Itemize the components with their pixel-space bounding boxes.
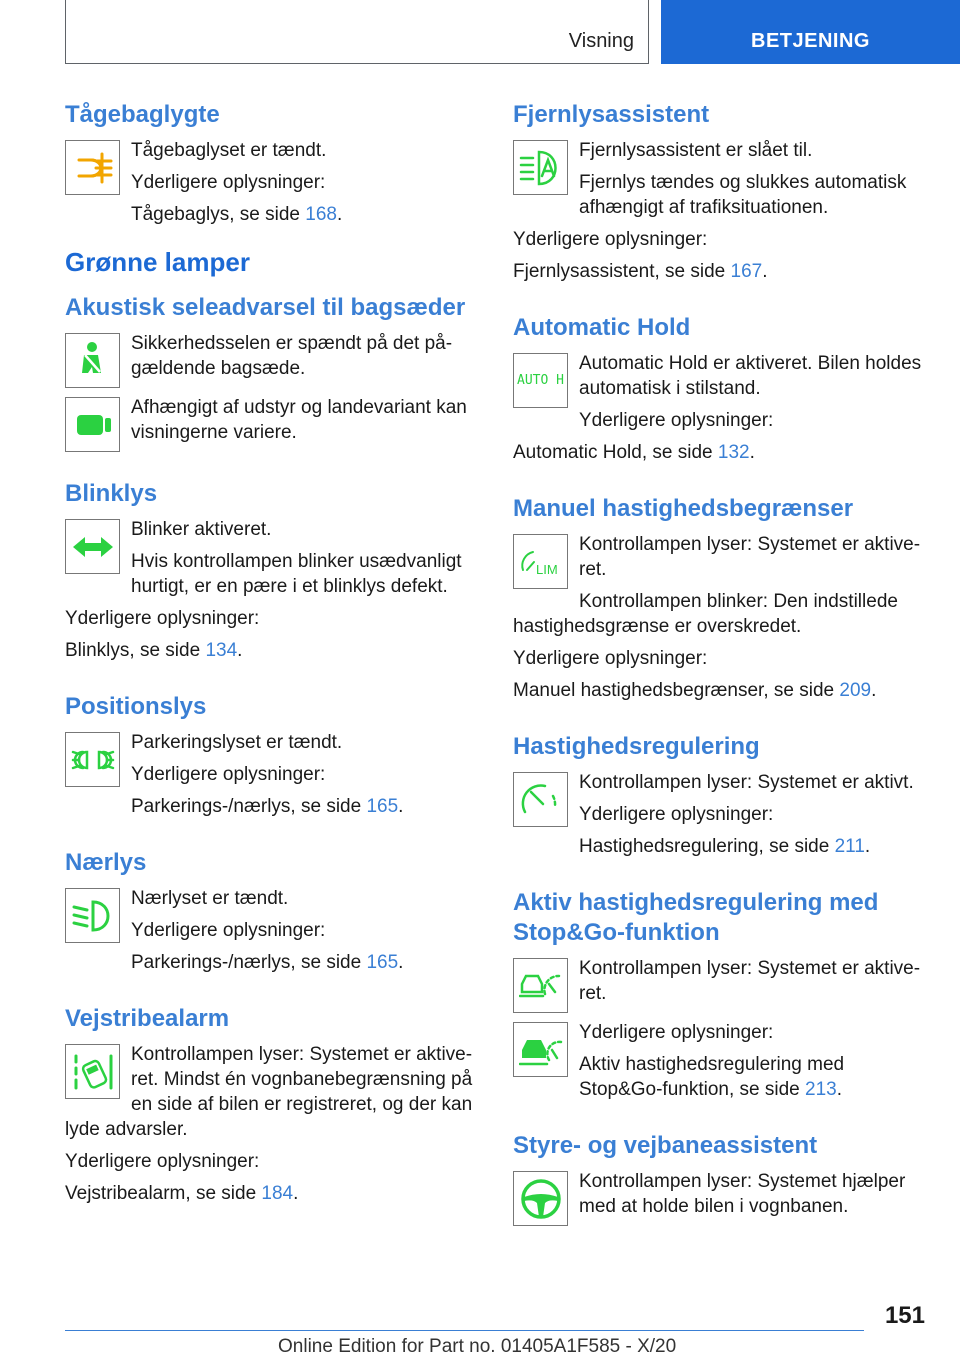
auto-hold-icon: [513, 353, 568, 408]
high-beam-assist-desc: Fjernlysassistent er slået til.: [579, 140, 813, 161]
blinker-ref: Blinklys, se side 134.: [65, 640, 243, 661]
acc-page-link[interactable]: 213: [805, 1079, 837, 1100]
cruise-control-entry: [513, 770, 928, 859]
acc-entry-2: [513, 1020, 928, 1102]
lane-warning-heading: Vejstribealarm: [65, 1005, 230, 1032]
lane-warning-page-link[interactable]: 184: [261, 1183, 294, 1204]
header-section-label: Visning: [568, 30, 634, 52]
footer-divider: [65, 1330, 864, 1331]
speed-limiter-heading: Manuel hastighedsbegrænser: [513, 495, 854, 522]
seat-indicator-icon: [65, 397, 120, 452]
acc-entry-1: [513, 956, 928, 1020]
low-beam-entry: [65, 886, 480, 975]
low-beam-ref: Parkerings-/nærlys, se side 165.: [131, 952, 404, 973]
position-light-more-label: Yderligere oplysninger:: [131, 764, 326, 785]
high-beam-assist-auto-desc: Fjernlys tændes og slukkes automatisk afhængigt af trafiksituationen.: [579, 172, 907, 218]
cruise-control-page-link[interactable]: 211: [834, 836, 865, 857]
speed-limiter-more-label: Yderligere oplysninger:: [513, 648, 708, 669]
high-beam-assist-entry: [513, 138, 928, 220]
auto-hold-icon-text: AUTO H: [517, 373, 564, 388]
position-light-ref: Parkerings-/nærlys, se side 165.: [131, 796, 404, 817]
fog-light-more-label: Yderligere oplysninger:: [131, 172, 326, 193]
acc-more-label: Yderligere oplysninger:: [579, 1022, 774, 1043]
fog-light-desc: Tågebaglyset er tændt.: [131, 140, 327, 161]
low-beam-more-label: Yderligere oplysninger:: [131, 920, 326, 941]
speed-limiter-blink-desc: Kontrollampen blinker: Den indstillede hastighedsgrænse er overskredet.: [513, 591, 898, 637]
high-beam-assistant-icon: [513, 140, 568, 195]
belt-desc: Sikkerhedsselen er spændt på det på-gældende bagsæde.: [131, 333, 453, 379]
cruise-control-icon: [513, 772, 568, 827]
fog-light-entry: [65, 138, 480, 227]
cruise-control-desc: Kontrollampen lyser: Systemet er aktivt.: [579, 772, 914, 793]
header-chapter-label: BETJENING: [751, 30, 870, 52]
acc-ref: Aktiv hastighedsregulering med Stop&Go-funktion, se side 213.: [579, 1054, 845, 1100]
speed-limiter-icon: [513, 534, 568, 589]
steering-assist-entry: [513, 1169, 928, 1225]
acc-desc: Kontrollampen lyser: Systemet er aktive-ret.: [579, 958, 921, 1004]
low-beam-page-link[interactable]: 165: [366, 952, 399, 973]
lane-warning-ref: Vejstribealarm, se side 184.: [65, 1183, 299, 1204]
belt-variant-note: Afhængigt af udstyr og landevariant kan visningerne variere.: [131, 397, 467, 443]
position-light-heading: Positionslys: [65, 693, 207, 720]
cruise-control-heading: Hastighedsregulering: [513, 733, 760, 760]
steering-assist-desc: Kontrollampen lyser: Systemet hjælper med at holde bilen i vognbanen.: [579, 1171, 906, 1217]
low-beam-desc: Nærlyset er tændt.: [131, 888, 289, 909]
left-column: [65, 100, 480, 1213]
blinker-page-link[interactable]: 134: [205, 640, 238, 661]
position-light-desc: Parkeringslyset er tændt.: [131, 732, 343, 753]
footer-edition: Online Edition for Part no. 01405A1F585 - X/20: [278, 1336, 677, 1357]
active-cruise-icon: [513, 958, 568, 1013]
steering-wheel-icon: [513, 1171, 568, 1226]
high-beam-assist-heading: Fjernlysassistent: [513, 101, 710, 128]
lane-warning-entry: [65, 1042, 480, 1149]
automatic-hold-ref: Automatic Hold, se side 132.: [513, 442, 755, 463]
high-beam-assist-more-label: Yderligere oplysninger:: [513, 229, 708, 250]
lane-departure-icon: [65, 1044, 120, 1099]
seatbelt-icon: [65, 333, 120, 388]
high-beam-assist-page-link[interactable]: 167: [730, 261, 763, 282]
header-chapter-tab[interactable]: [661, 0, 960, 64]
speed-limiter-page-link[interactable]: 209: [839, 680, 872, 701]
high-beam-assist-ref: Fjernlysassistent, se side 167.: [513, 261, 768, 282]
lane-warning-desc: Kontrollampen lyser: Systemet er aktive-ret. Mindst én vognbanebegrænsning på en side af bilen er registreret, og der kan lyde advarsler.: [65, 1044, 473, 1140]
blinker-more-label: Yderligere oplysninger:: [65, 608, 260, 629]
automatic-hold-heading: Automatic Hold: [513, 314, 691, 341]
blinker-heading: Blinklys: [65, 480, 158, 507]
fog-light-page-link[interactable]: 168: [305, 204, 337, 225]
right-column: [513, 100, 928, 1225]
automatic-hold-page-link[interactable]: 132: [717, 442, 750, 463]
low-beam-icon: [65, 888, 120, 943]
automatic-hold-more-label: Yderligere oplysninger:: [579, 410, 774, 431]
position-light-page-link[interactable]: 165: [366, 796, 399, 817]
belt-entry-2: [65, 395, 480, 457]
steering-assist-heading: Styre- og vejbaneassistent: [513, 1132, 818, 1159]
position-light-entry: [65, 730, 480, 819]
parking-light-icon: [65, 732, 120, 787]
page-number: 151: [884, 1302, 925, 1329]
svg-text:LIM: LIM: [535, 561, 558, 577]
belt-entry-1: [65, 331, 480, 395]
blinker-desc: Blinker aktiveret.: [131, 519, 272, 540]
acc-heading: Aktiv hastighedsregulering med Stop&Go-funktion: [513, 889, 879, 946]
rear-fog-light-icon: [65, 140, 120, 195]
speed-limiter-entry: [513, 532, 928, 646]
turn-signal-icon: [65, 519, 120, 574]
speed-limiter-desc: Kontrollampen lyser: Systemet er aktive-ret.: [579, 534, 921, 580]
cruise-control-more-label: Yderligere oplysninger:: [579, 804, 774, 825]
green-lamps-heading: Grønne lamper: [65, 247, 250, 277]
fog-light-ref: Tågebaglys, se side 168.: [131, 204, 343, 225]
belt-heading: Akustisk seleadvarsel til bagsæder: [65, 294, 466, 321]
active-cruise-vehicle-icon: [513, 1022, 568, 1077]
blinker-entry: [65, 517, 480, 599]
lane-warning-more-label: Yderligere oplysninger:: [65, 1151, 260, 1172]
low-beam-heading: Nærlys: [65, 849, 147, 876]
header-section-box: [65, 0, 649, 64]
automatic-hold-entry: [513, 351, 928, 433]
automatic-hold-desc: Automatic Hold er aktiveret. Bilen holdes automatisk i stilstand.: [579, 353, 922, 399]
blinker-fast-desc: Hvis kontrollampen blinker usædvanligt hurtigt, er en pære i et blinklys defekt.: [131, 551, 462, 597]
speed-limiter-ref: Manuel hastighedsbegrænser, se side 209.: [513, 680, 877, 701]
cruise-control-ref: Hastighedsregulering, se side 211.: [579, 836, 871, 857]
fog-light-heading: Tågebaglygte: [65, 101, 220, 128]
